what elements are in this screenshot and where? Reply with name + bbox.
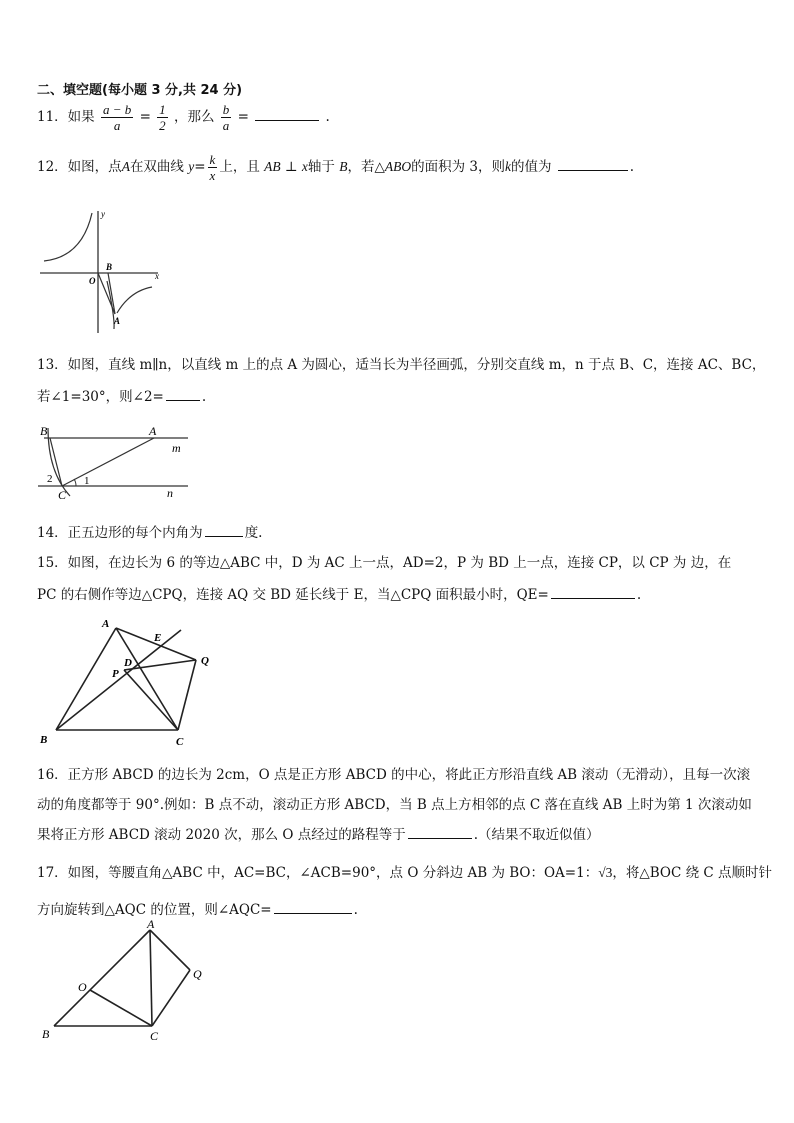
q15-side-pq [124, 660, 196, 670]
q13-fig-b: B [40, 424, 48, 438]
q12-text-2: 在双曲线 [129, 159, 184, 175]
q17-segment-qc [152, 970, 190, 1026]
q16-text-3b: .（结果不取近似值） [473, 827, 600, 843]
q13-angle-1-mark [74, 479, 76, 486]
q11-fraction-1 [101, 102, 133, 133]
q12-abo: ABO [384, 159, 412, 174]
q15-fig-a: A [102, 618, 110, 630]
q12-answer-blank[interactable] [558, 158, 628, 171]
q14-answer-blank[interactable] [205, 524, 243, 537]
question-13-line-2 [37, 385, 206, 405]
q15-end: . [636, 587, 642, 603]
q17-fig-o: O [78, 980, 87, 994]
q11-frac2-num: 1 [159, 102, 166, 117]
q11-end: . [325, 109, 330, 125]
q12-text-8: 的值为 [511, 159, 552, 175]
q12-fraction-k-x [208, 152, 218, 183]
q11-frac3-den: a [222, 118, 230, 133]
question-17-line-1 [37, 861, 772, 881]
q12-end: . [629, 159, 635, 175]
section-title: 二、填空题(每小题 3 分,共 24 分) [37, 83, 243, 98]
q12-k: k [209, 152, 216, 167]
q13-fig-n: n [167, 486, 173, 500]
q15-text-2a: PC 的右侧作等边△CPQ，连接 AQ 交 BD 延长线于 E，当△CPQ 面积最小时，QE= [37, 587, 549, 603]
question-15-line-2 [37, 583, 641, 603]
q14-text-b: 度. [244, 525, 263, 541]
q12-k2: k [505, 159, 511, 174]
q13-text-2a: 若∠1=30°，则∠2= [37, 389, 164, 405]
q13-fig-1: 1 [84, 475, 90, 487]
q17-text-2a: 方向旋转到△AQC 的位置，则∠AQC= [37, 902, 272, 918]
question-12 [37, 152, 634, 183]
q13-fig-m: m [172, 441, 181, 455]
q17-segment-aq [150, 930, 190, 970]
q12-text-1: 12．如图，点 [37, 159, 122, 175]
q12-branch-upper [44, 213, 92, 261]
q12-fig-a: A [114, 316, 121, 326]
q11-fraction-3 [221, 102, 232, 133]
q12-fig-x: x [155, 271, 159, 281]
q17-sqrt: √3 [598, 865, 613, 880]
q14-text-a: 14．正五边形的每个内角为 [37, 525, 203, 541]
q11-frac1-num: a − b [102, 102, 132, 117]
q12-figure [38, 205, 168, 337]
q15-fig-p: P [112, 668, 119, 680]
q15-answer-blank[interactable] [551, 586, 635, 599]
q11-answer-blank[interactable] [255, 108, 319, 121]
question-16-line-2: 动的角度都等于 90°.例如：B 点不动，滚动正方形 ABCD，当 B 点上方相邻的点 C 落在直线 AB 上时为第 1 次滚动如 [37, 797, 752, 813]
q17-fig-b: B [42, 1027, 50, 1041]
q15-side-ac [116, 628, 178, 730]
q16-text-3a: 果将正方形 ABCD 滚动 2020 次，那么 O 点经过的路程等于 [37, 827, 406, 843]
q11-fraction-2 [157, 102, 168, 133]
q15-line-bd-extended [56, 630, 181, 730]
q12-fig-b: B [106, 262, 113, 272]
q12-eq: = [194, 159, 206, 175]
question-15-line-1: 15．如图，在边长为 6 的等边△ABC 中，D 为 AC 上一点，AD=2，P 为 BD 上一点，连接 CP，以 CP 为 边，在 [37, 555, 732, 571]
q12-text-5: 轴于 [307, 159, 335, 175]
q12-text-3: 上，且 [219, 159, 260, 175]
q15-figure [36, 614, 226, 746]
q11-number: 11．如果 [37, 109, 95, 125]
q15-side-qc [178, 660, 196, 730]
question-14 [37, 521, 262, 541]
q11-frac2-den: 2 [159, 118, 166, 133]
q12-point-b: B [339, 159, 348, 174]
q17-text-1a: 17．如图，等腰直角△ABC 中，AC=BC，∠ACB=90°，点 O 分斜边 AB 为 BO：OA=1： [37, 865, 599, 881]
question-13-line-1: 13．如图，直线 m∥n，以直线 m 上的点 A 为圆心，适当长为半径画弧，分别交直线 m，n 于点 B、C，连接 AC、BC， [37, 357, 766, 373]
q17-text-1b: ，将△BOC 绕 C 点顺时针 [612, 865, 773, 881]
q11-eq2: = [237, 109, 249, 125]
q15-side-ab [56, 628, 116, 730]
question-17-line-2 [37, 898, 358, 918]
question-16-line-3 [37, 823, 600, 843]
q17-fig-q: Q [193, 967, 202, 981]
q17-fig-a: A [147, 918, 155, 931]
question-11 [37, 102, 330, 133]
q15-fig-b: B [40, 734, 48, 746]
question-16-line-1: 16．正方形 ABCD 的边长为 2cm，O 点是正方形 ABCD 的中心，将此正方形沿直线 AB 滚动（无滑动），且每一次滚 [37, 767, 751, 783]
q13-fig-c: C [58, 488, 67, 502]
q12-x: x [209, 168, 216, 183]
q11-mid: ，那么 [173, 109, 215, 125]
q12-x-axis: x [301, 159, 308, 174]
q17-answer-blank[interactable] [274, 901, 352, 914]
q12-ab: AB [264, 159, 281, 174]
q12-point-a: A [121, 159, 130, 174]
q17-side-ab [54, 930, 150, 1026]
q17-figure [38, 918, 218, 1046]
q13-segment-ac [62, 438, 154, 486]
q13-fig-2: 2 [47, 473, 53, 485]
q11-eq: = [139, 109, 151, 125]
q13-figure [36, 420, 196, 502]
q15-fig-q: Q [201, 655, 209, 667]
q17-end: . [353, 902, 358, 918]
q12-fig-y: y [101, 209, 105, 219]
q15-side-pc [124, 670, 178, 730]
q12-text-7: 的面积为 3，则 [411, 159, 505, 175]
q13-end: . [201, 389, 207, 405]
q15-fig-c: C [176, 736, 184, 746]
q16-answer-blank[interactable] [408, 826, 472, 839]
q13-answer-blank[interactable] [166, 388, 200, 401]
q17-side-ac [150, 930, 152, 1026]
q17-segment-oc [90, 990, 152, 1026]
q12-branch-lower-right [117, 287, 152, 313]
q12-segment-oa [98, 273, 115, 314]
q13-fig-a: A [149, 424, 157, 438]
q12-perp: ⊥ [284, 159, 298, 175]
q11-frac3-num: b [222, 102, 230, 117]
q12-text-6: ，若△ [347, 159, 385, 175]
q17-fig-c: C [150, 1029, 159, 1043]
q11-frac1-den: a [113, 118, 121, 133]
q12-fig-o: O [89, 276, 96, 286]
q15-fig-d: D [124, 657, 132, 669]
q12-y: y [188, 159, 195, 174]
q15-fig-e: E [154, 632, 162, 644]
